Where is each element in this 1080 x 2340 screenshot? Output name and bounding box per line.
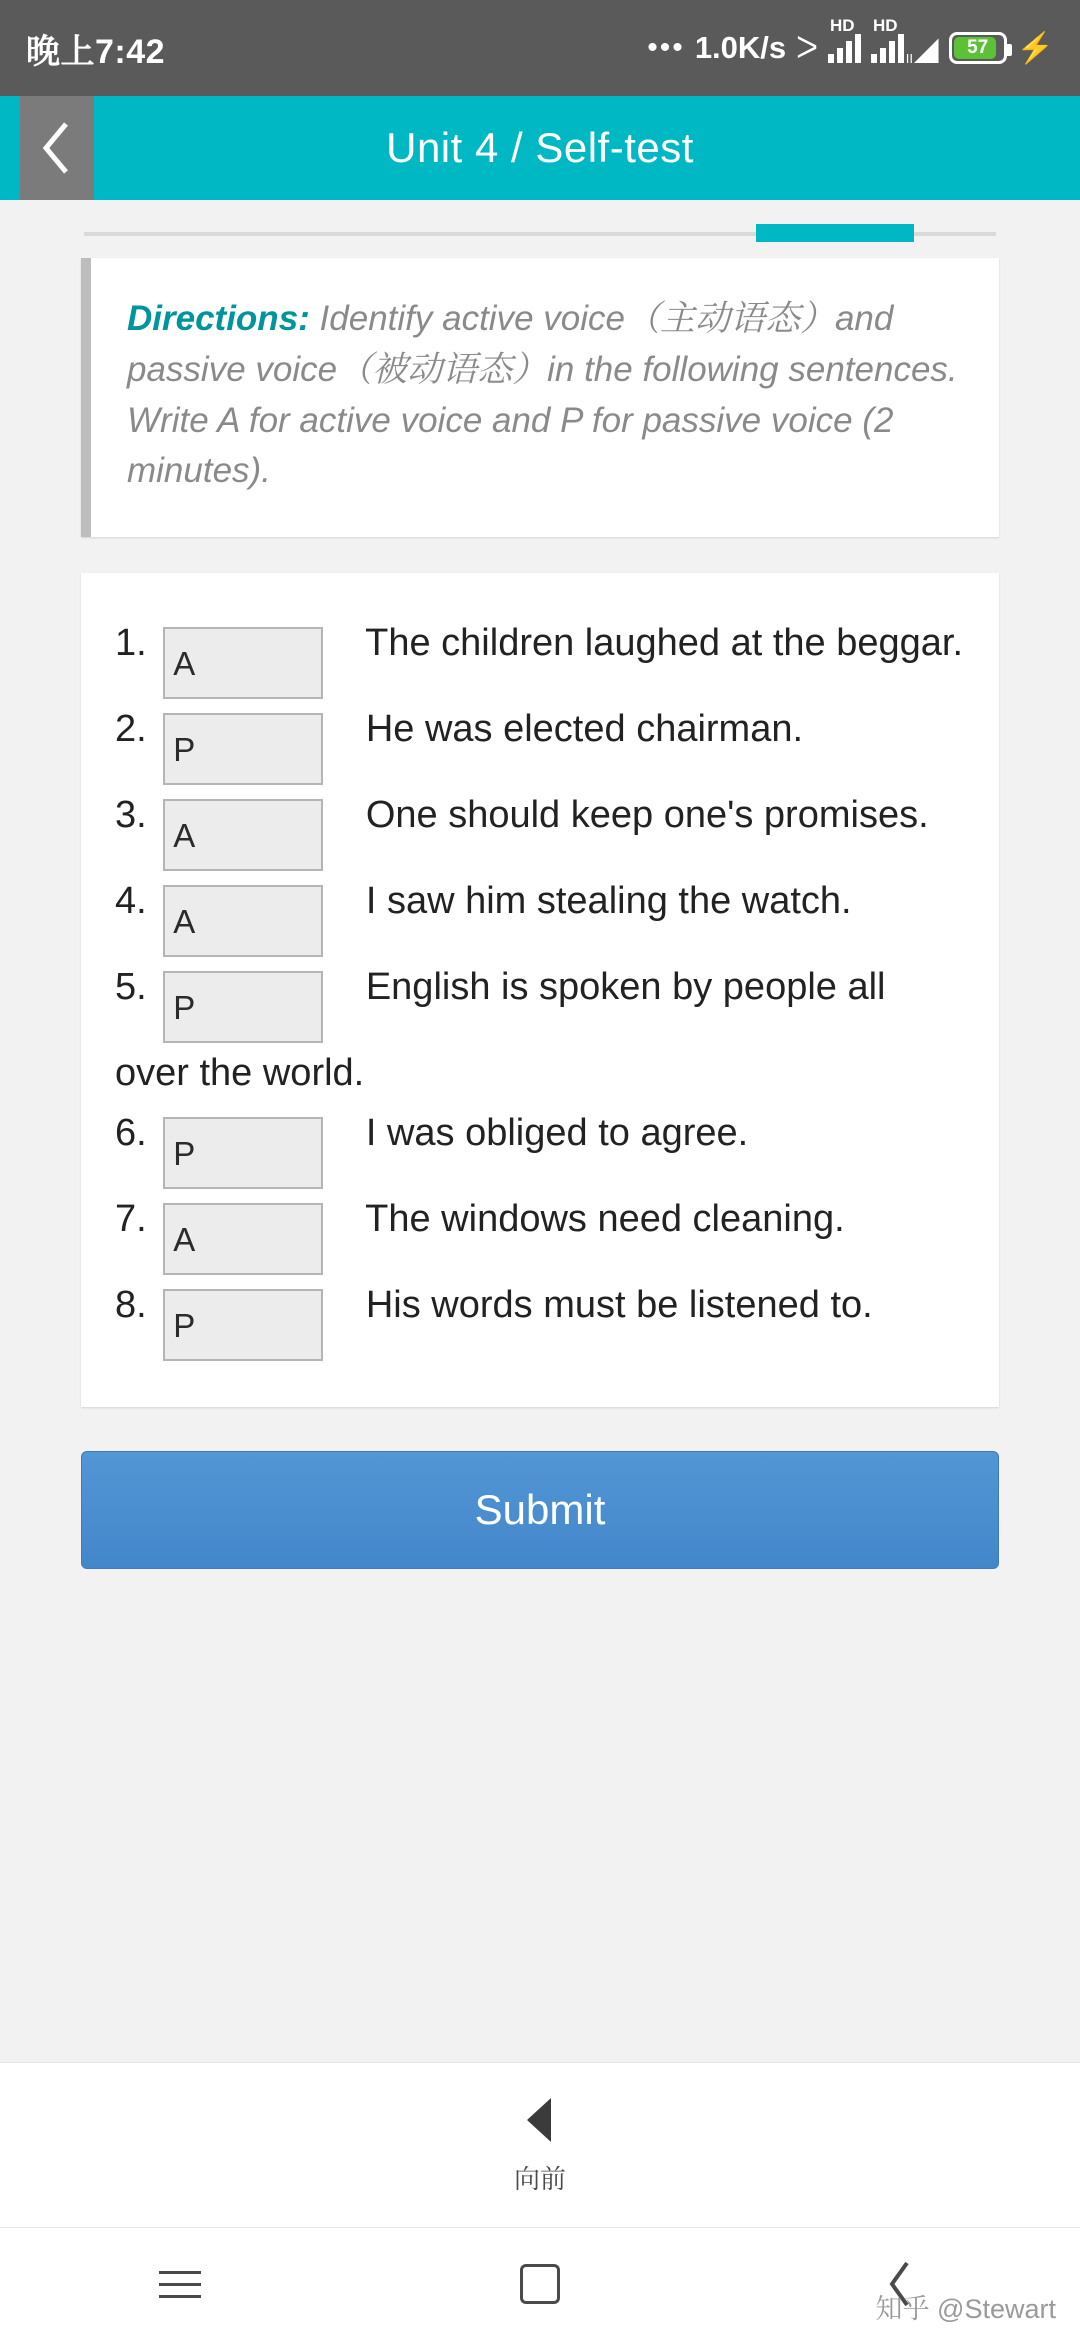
charging-bolt-icon: ⚡ [1016, 31, 1054, 65]
battery-icon [949, 32, 1007, 64]
menu-icon [159, 2271, 201, 2298]
question-item [115, 871, 965, 957]
answer-input-6[interactable]: P [163, 1117, 323, 1189]
question-item [115, 1189, 965, 1275]
question-item [115, 613, 965, 699]
directions-label: Directions: [127, 299, 310, 338]
progress-current-segment [756, 224, 914, 242]
wifi-icon: ◢ [914, 30, 939, 66]
directions-card [81, 258, 999, 537]
system-nav-bar [0, 2228, 1080, 2340]
question-number: 8. [115, 1284, 147, 1327]
question-item [115, 957, 965, 1103]
nav-home-button[interactable] [450, 2228, 630, 2340]
page-title: Unit 4 / Self-test [386, 124, 694, 171]
progress-bar [0, 200, 1080, 236]
question-number: 4. [115, 880, 147, 922]
chevron-left-icon [38, 118, 76, 178]
question-item [115, 1103, 965, 1189]
directions-body: Identify active voice（主动语态）and passive voice（被动语态）in the following sentences. Write A for active voice and P for passive voice (2 minutes). [127, 299, 958, 491]
question-text: I was obliged to agree. [365, 1112, 749, 1155]
question-text: I saw him stealing the watch. [365, 880, 852, 922]
answer-input-5[interactable]: P [163, 971, 323, 1043]
answer-input-2[interactable]: P [163, 713, 323, 785]
back-button[interactable] [20, 96, 94, 200]
sim2-hd-label: HD [873, 16, 898, 35]
question-number: 5. [115, 966, 147, 1008]
main-content [0, 236, 1080, 2062]
watermark-label: 知乎 @Stewart [875, 2294, 1056, 2324]
questions-card [81, 573, 999, 1407]
submit-area [81, 1451, 999, 1569]
nav-recents-button[interactable] [90, 2228, 270, 2340]
question-item [115, 699, 965, 785]
sim2-signal-icon [871, 16, 914, 66]
question-text: English is spoken by people all over the world. [115, 966, 886, 1094]
question-item [115, 785, 965, 871]
question-text: The children laughed at the beggar. [365, 622, 964, 664]
directions-text [127, 294, 959, 497]
progress-track [84, 232, 996, 236]
status-icons [647, 16, 1054, 66]
question-number: 2. [115, 708, 147, 750]
status-clock: 晚上7:42 [26, 32, 166, 71]
sim1-hd-label: HD [830, 16, 855, 35]
question-text: One should keep one's promises. [365, 794, 929, 836]
floating-back-bar[interactable] [0, 2062, 1080, 2228]
answer-input-7[interactable]: A [163, 1203, 323, 1275]
question-text: The windows need cleaning. [365, 1198, 845, 1241]
answer-input-3[interactable]: A [163, 799, 323, 871]
question-text: His words must be listened to. [365, 1284, 873, 1327]
answer-input-1[interactable]: A [163, 627, 323, 699]
question-number: 1. [115, 622, 147, 664]
status-bar [0, 0, 1080, 96]
question-item [115, 1275, 965, 1361]
bluetooth-icon: ᐳ [796, 31, 819, 65]
question-text: He was elected chairman. [365, 708, 804, 750]
question-number: 6. [115, 1112, 147, 1155]
app-bar [0, 96, 1080, 200]
sim1-bars-icon [828, 33, 861, 63]
floating-back-label: 向前 [513, 2164, 566, 2194]
home-square-icon [520, 2264, 560, 2304]
sim2-bars-icon [871, 33, 904, 63]
network-speed-label: 1.0K/s [694, 30, 787, 65]
answer-input-4[interactable]: A [163, 885, 323, 957]
sim1-signal-icon [828, 16, 861, 63]
notification-dots-icon: ••• [647, 31, 685, 64]
battery-percent-label: 57 [967, 37, 989, 58]
answer-input-8[interactable]: P [163, 1289, 323, 1361]
question-number: 7. [115, 1198, 147, 1241]
question-number: 3. [115, 794, 147, 836]
back-arrow-icon [517, 2094, 563, 2151]
submit-button[interactable]: Submit [81, 1451, 999, 1569]
sim2-index-label: II [905, 51, 914, 66]
